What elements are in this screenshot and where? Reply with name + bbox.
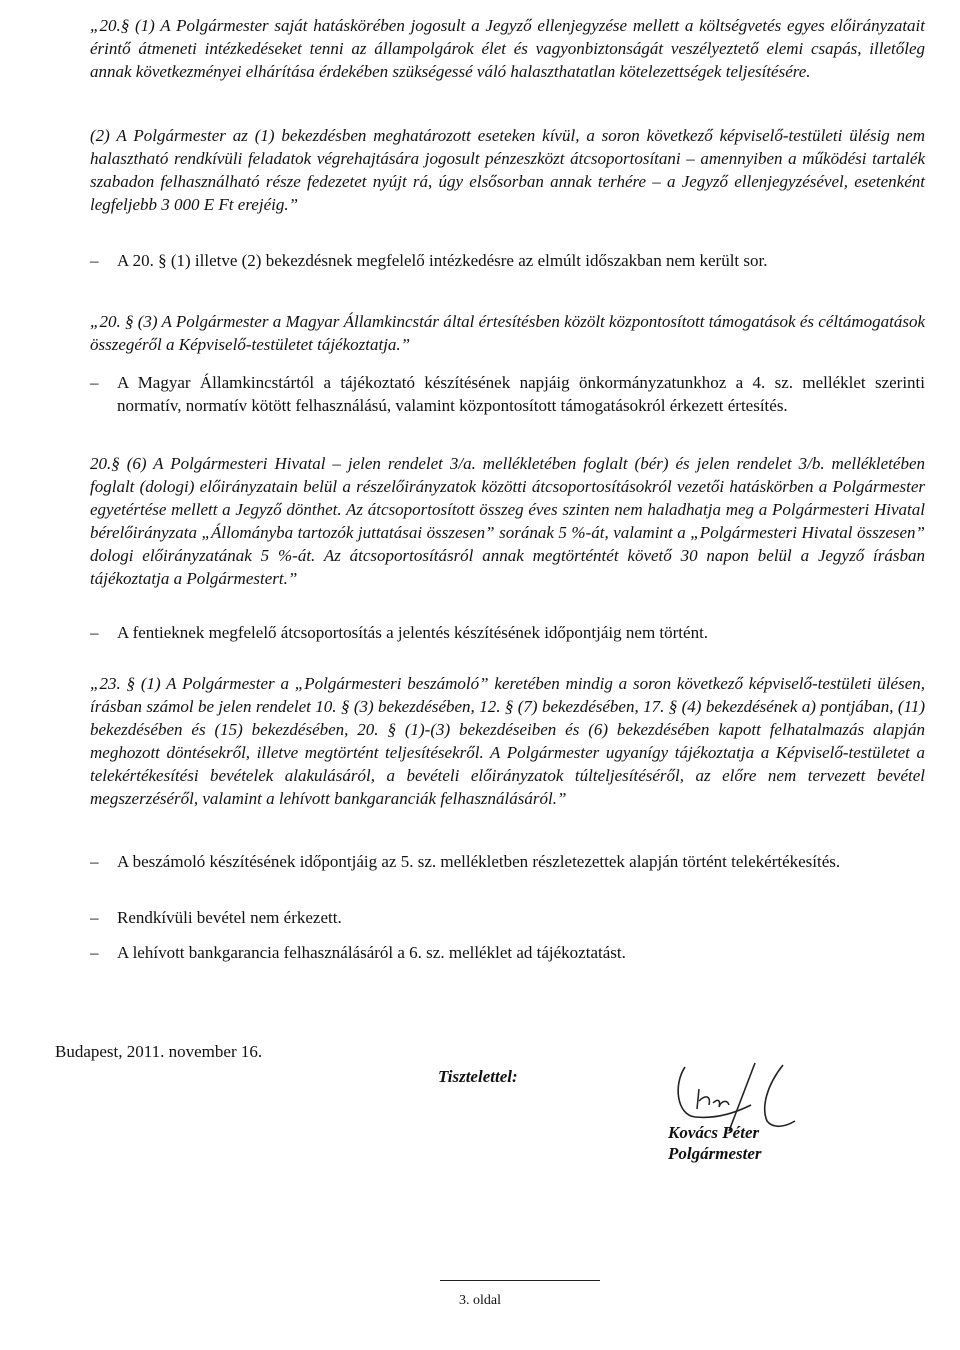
page-number: 3. oldal [459, 1293, 501, 1308]
bullet-item-5: Rendkívüli bevétel nem érkezett. [117, 908, 342, 927]
bullet-item-1: A 20. § (1) illetve (2) bekezdésnek megfelelő intézkedésre az elmúlt időszakban nem került sor. [117, 251, 768, 270]
bullet-dash: – [90, 908, 99, 927]
bullet-dash: – [90, 251, 99, 270]
bullet-item-2: A Magyar Államkincstártól a tájékoztató készítésének napjáig önkormányzatunkhoz a 4. sz. melléklet szerinti normatív, normatív kötött felhasználású, valamint központosított támogatásokról érkezett értesítés. [117, 373, 925, 415]
date-line: Budapest, 2011. november 16. [55, 1042, 263, 1061]
bullet-dash: – [90, 373, 99, 392]
paragraph-23-1: „23. § (1) A Polgármester a „Polgármesteri beszámoló” keretében mindig a soron következő képviselő-testületi ülésen, írásban számol be jelen rendelet 10. § (3) bekezdésében, 12. § (7) bekezdésében, 17. § (4) bekezdésének a) pontjában, (11) bekezdésében és (15) bekezdésében, 20. § (1)-(3) bekezdéseiben és (6) bekezdésében kapott felhatalmazás alapján meghozott döntésekről, illetve megtörtént teljesítésekről. A Polgármester ugyanígy tájékoztatja a Képviselő-testületet a telekértékesítési bevételek alakulásáról, a bevételi előirányzatok túlteljesítéséről, az előre nem tervezett bevétel megszerzéséről, valamint a lehívott bankgaranciák felhasználásáról.” [90, 674, 925, 808]
bullet-item-3: A fentieknek megfelelő átcsoportosítás a jelentés készítésének időpontjáig nem történt. [117, 623, 709, 642]
bullet-dash: – [90, 852, 99, 871]
footer-divider [440, 1280, 600, 1281]
paragraph-20-6: 20.§ (6) A Polgármesteri Hivatal – jelen rendelet 3/a. mellékletében foglalt (bér) és jelen rendelet 3/b. mellékletében foglalt (dologi) előirányzatain belül a részelőirányzatok közötti átcsoportosításokról vezetői hatáskörben a Polgármester egyetértése mellett a Jegyző dönthet. Az átcsoportosított összeg éves szinten nem haladhatja meg a Polgármesteri Hivatal bérelőirányzata „Állományba tartozók juttatásai összesen” sorának 5 %-át, valamint a „Polgármesteri Hivatal összesen” dologi előirányzatának 5 %-át. Az átcsoportosításról annak megtörténtét követő 30 napon belül a Jegyző írásban tájékoztatja a Polgármestert.” [90, 454, 925, 588]
bullet-dash: – [90, 943, 99, 962]
greeting: Tisztelettel: [438, 1067, 518, 1086]
paragraph-20-2: (2) A Polgármester az (1) bekezdésben meghatározott eseteken kívül, a soron következő képviselő-testületi ülésig nem halasztható rendkívüli feladatok végrehajtására jogosult pénzeszközt átcsoportosítani – amennyiben a működési tartalék szabadon felhasználható része fedezetet nyújt rá, úgy elsősorban annak terhére – a Jegyző ellenjegyzésével, esetenként legfeljebb 3 000 E Ft erejéig.” [90, 126, 925, 214]
bullet-item-6: A lehívott bankgarancia felhasználásáról a 6. sz. melléklet ad tájékoztatást. [117, 943, 626, 962]
paragraph-20-1: „20.§ (1) A Polgármester saját hatáskörében jogosult a Jegyző ellenjegyzése mellett a költségvetés egyes előirányzatait érintő átmeneti intézkedéseket tenni az állampolgárok élet és vagyonbiztonságát veszélyeztető elemi csapás, illetőleg annak következményei elhárítása érdekében szükségessé váló halaszthatatlan kötelezettségek teljesítésére. [90, 16, 925, 81]
signer-title: Polgármester [668, 1144, 762, 1163]
bullet-dash: – [90, 623, 99, 642]
paragraph-20-3: „20. § (3) A Polgármester a Magyar Államkincstár által értesítésben közölt központosított támogatások és céltámogatások összegéről a Képviselő-testületet tájékoztatja.” [90, 312, 925, 354]
signer-name: Kovács Péter [668, 1123, 760, 1142]
bullet-item-4: A beszámoló készítésének időpontjáig az 5. sz. mellékletben részletezettek alapján történt telekértékesítés. [117, 852, 841, 871]
